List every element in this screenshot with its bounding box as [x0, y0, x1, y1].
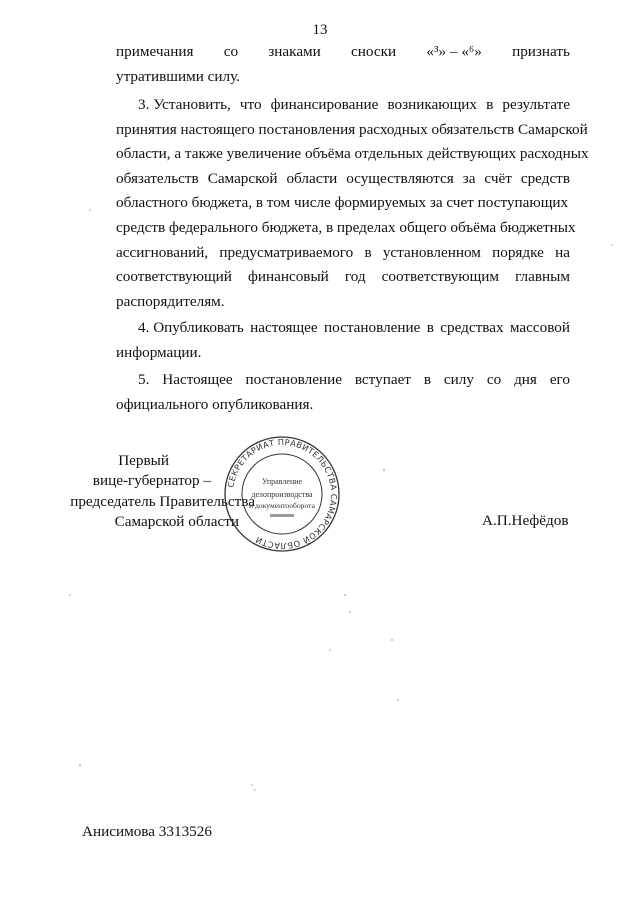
word: в [423, 371, 432, 388]
word: финансовый [247, 268, 329, 286]
word: постановление [245, 371, 342, 388]
signatory-title-line: вице-губернатор – [92, 472, 211, 490]
word: что [239, 96, 262, 113]
word: порядке [492, 243, 544, 261]
word: массовой [509, 319, 570, 336]
word: вступает [354, 371, 411, 388]
word: год [344, 268, 366, 286]
word: признать [512, 43, 570, 60]
seal-ring-text: СЕКРЕТАРИАТ ПРАВИТЕЛЬСТВА САМАРСКОЙ ОБЛАСТИ [225, 436, 340, 552]
word: Настоящее [162, 371, 233, 388]
word: Самарской [207, 169, 278, 187]
signatory-title-line: Первый [118, 452, 169, 469]
line-footnotes-2: утратившими силу. [116, 67, 240, 85]
word: соответствующим [381, 268, 500, 286]
word: области [286, 169, 338, 187]
word: настоящее [250, 319, 318, 336]
word: сноски [351, 43, 397, 60]
word: средствах [440, 319, 504, 336]
word: за [462, 169, 476, 187]
word: дня [514, 371, 537, 388]
line-p3-5 [116, 191, 570, 216]
paragraph-3 [116, 93, 589, 314]
word: предусматриваемого [219, 243, 354, 261]
word: счёт [484, 169, 512, 187]
word: областного бюджета, в том числе формируемых за счет поступающих [116, 194, 569, 212]
line-p3-2 [116, 118, 588, 143]
seal-inner-line: делопроизводства [251, 490, 313, 499]
word: в [364, 243, 372, 261]
word: средств федерального бюджета, в пределах общего объёма бюджетных [116, 218, 576, 236]
line-p5-2: официального опубликования. [116, 395, 314, 413]
word: осуществляются [346, 169, 454, 187]
word: установленном [382, 243, 481, 261]
executor-contact: Анисимова 3313526 [82, 823, 212, 840]
word: финансирование [270, 96, 379, 113]
official-seal [222, 434, 342, 554]
seal-inner-line: Управление [261, 477, 303, 486]
word: ассигнований, [116, 243, 209, 261]
word: знаками [268, 43, 321, 60]
word: принятия настоящего постановления расходных обязательств Самарской [116, 120, 588, 138]
word: обязательств [116, 169, 199, 187]
line-p5-1 [116, 368, 570, 393]
word: возникающих [387, 96, 478, 113]
word: силу [443, 371, 474, 388]
word: средств [520, 169, 570, 187]
line-footnotes-1 [116, 40, 570, 65]
signatory-title-line: председатель Правительства [70, 492, 255, 510]
word: 5. [138, 371, 150, 388]
word: результате [502, 96, 570, 113]
page-number: 13 [312, 22, 328, 38]
line-p3-1 [116, 93, 570, 118]
word: главным [515, 268, 570, 286]
signatory-title-line: Самарской области [114, 513, 239, 531]
word: соответствующий [116, 268, 232, 286]
word: со [223, 43, 239, 60]
paragraph-5 [116, 368, 570, 417]
line-p3-6 [116, 216, 576, 241]
paragraph-footnotes [116, 40, 570, 89]
line-p3-8 [116, 265, 570, 290]
word: его [549, 371, 570, 388]
line-p4-2: информации. [116, 343, 202, 361]
seal-inner-line: и документооборота [249, 501, 315, 510]
word: 4. Опубликовать [138, 319, 244, 336]
line-p3-4 [116, 167, 570, 192]
word: области, а также увеличение объёма отдельных действующих расходных [116, 145, 589, 163]
word: на [555, 243, 570, 261]
word: постановление [324, 319, 421, 336]
footnote-range: «³» – «⁶» [426, 43, 482, 60]
signatory-name: А.П.Нефёдов [482, 512, 569, 529]
line-p4-1 [116, 316, 570, 341]
paragraph-4 [116, 316, 570, 365]
word: в [426, 319, 434, 336]
word: со [486, 371, 502, 388]
word: 3. Установить, [138, 96, 231, 113]
line-p3-3 [116, 142, 589, 167]
line-p3-7 [116, 241, 570, 266]
word: в [486, 96, 494, 113]
word: примечания [116, 43, 194, 60]
line-p3-last: распорядителям. [116, 292, 225, 310]
